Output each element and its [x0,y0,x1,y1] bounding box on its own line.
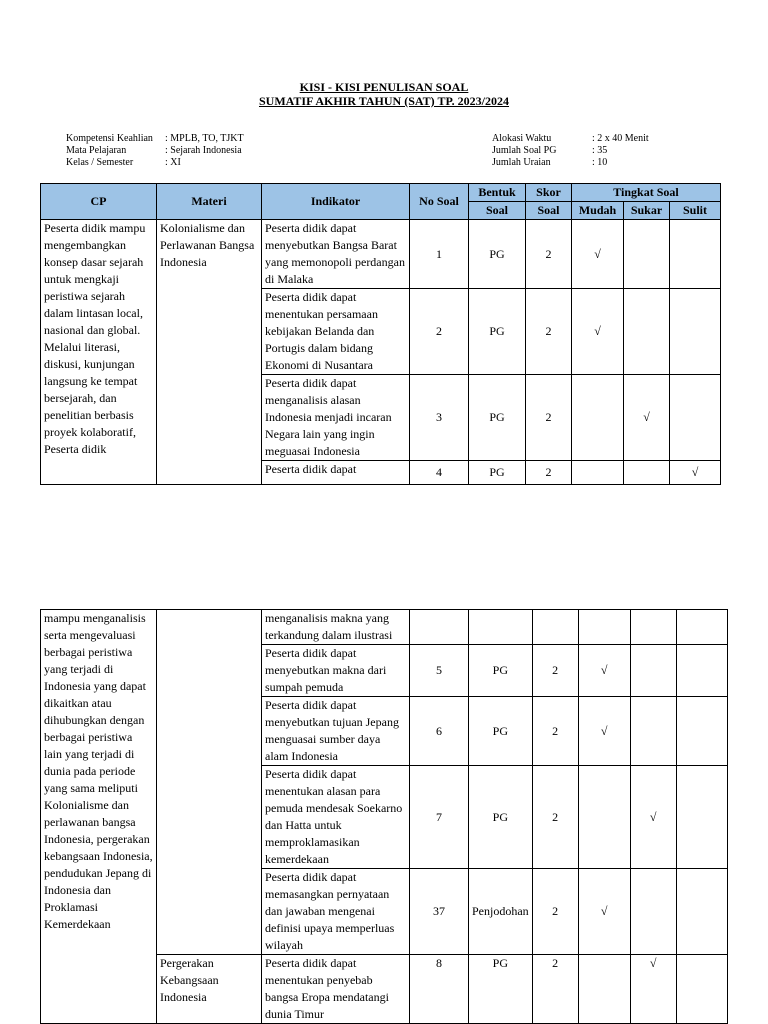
indikator-cell: Peserta didik dapat menganalisis alasan Indonesia menjadi incaran Negara lain yang ingin meguasai Indonesia [262,375,410,461]
document-subtitle: SUMATIF AKHIR TAHUN (SAT) TP. 2023/2024 [258,94,510,108]
skor-cell: 2 [532,766,578,869]
indikator-cell: menganalisis makna yang terkandung dalam ilustrasi [262,610,410,645]
no-soal-cell: 6 [410,697,469,766]
meta-row-mapel [66,145,244,157]
no-soal-cell: 37 [410,869,469,955]
sukar-cell [624,220,670,289]
mudah-check: √ [578,697,630,766]
header-bentuk: Bentuk [469,184,526,202]
meta-label: Jumlah Uraian [492,157,551,168]
cp-cell: Peserta didik mampu mengembangkan konsep dasar sejarah untuk mengkaji peristiwa sejarah dalam lintasan local, nasional dan global. Melalui literasi, diskusi, kunjungan langsung ke tempat bersejarah, dan penelitian berbasis proyek kolaboratif, Peserta didik [41,220,157,485]
sukar-cell [630,697,676,766]
meta-row-kompetensi [66,133,244,145]
header-skor-soal: Soal [526,202,572,220]
table-row [41,220,721,289]
bentuk-soal-cell: PG [469,697,533,766]
skor-cell: 2 [526,220,572,289]
indikator-cell: Peserta didik dapat memasangkan pernyataan dan jawaban mengenai definisi upaya memperluas wilayah [262,869,410,955]
sukar-cell [624,461,670,485]
skor-cell [532,610,578,645]
sukar-cell [624,289,670,375]
skor-cell: 2 [532,645,578,697]
materi-cell: Kolonialisme dan Perlawanan Bangsa Indonesia [157,220,262,485]
bentuk-soal-cell: PG [469,461,526,485]
no-soal-cell: 4 [410,461,469,485]
mudah-cell [572,461,624,485]
no-soal-cell: 3 [410,375,469,461]
skor-cell: 2 [532,955,578,1024]
sukar-check: √ [630,955,676,1024]
no-soal-cell: 8 [410,955,469,1024]
mudah-cell [578,955,630,1024]
cp-cell: mampu menganalisis serta mengevaluasi berbagai peristiwa yang terjadi di Indonesia yang dapat dikaitkan atau dihubungkan dengan berbagai peristiwa lain yang terjadi di dunia pada periode yang sama meliputi Kolonialisme dan perlawanan bangsa Indonesia, pergerakan kebangsaan Indonesia, pendudukan Jepang di Indonesia dan Proklamasi Kemerdekaan [41,610,157,1024]
table-row [41,610,728,645]
materi-cell: Pergerakan Kebangsaan Indonesia [157,955,262,1024]
skor-cell: 2 [526,375,572,461]
meta-label: Jumlah Soal PG [492,145,557,156]
bentuk-soal-cell: PG [469,375,526,461]
header-mudah: Mudah [572,202,624,220]
indikator-cell: Peserta didik dapat menentukan penyebab bangsa Eropa mendatangi dunia Timur [262,955,410,1024]
meta-value: : 10 [592,157,608,168]
sulit-cell [670,375,721,461]
header-no-soal: No Soal [410,184,469,220]
indikator-cell: Peserta didik dapat menyebutkan makna dari sumpah pemuda [262,645,410,697]
sulit-cell [676,697,727,766]
bentuk-soal-cell: PG [469,955,533,1024]
sulit-cell [676,766,727,869]
header-sulit: Sulit [670,202,721,220]
no-soal-cell: 5 [410,645,469,697]
mudah-cell [578,766,630,869]
no-soal-cell [410,610,469,645]
meta-value: : 2 x 40 Menit [592,133,649,144]
header-materi: Materi [157,184,262,220]
sulit-cell [676,955,727,1024]
header-sukar: Sukar [624,202,670,220]
header-tingkat-soal: Tingkat Soal [572,184,721,202]
sukar-cell [630,610,676,645]
meta-row-kelas [66,157,244,169]
sukar-cell [630,645,676,697]
kisi-table-page2 [40,609,728,1024]
sulit-cell [676,610,727,645]
sulit-cell [676,645,727,697]
bentuk-soal-cell: Penjodohan [469,869,533,955]
materi-cell [157,610,262,955]
mudah-cell [578,610,630,645]
bentuk-soal-cell: PG [469,289,526,375]
skor-cell: 2 [526,461,572,485]
mudah-check: √ [572,220,624,289]
no-soal-cell: 7 [410,766,469,869]
mudah-check: √ [578,869,630,955]
meta-left [66,133,244,169]
bentuk-soal-cell [469,610,533,645]
kisi-table-page1 [40,183,721,485]
sulit-cell [670,220,721,289]
sulit-cell [676,869,727,955]
meta-label: Kompetensi Keahlian [66,133,153,144]
mudah-cell [572,375,624,461]
meta-right [492,133,649,169]
header-bentuk-soal: Soal [469,202,526,220]
bentuk-soal-cell: PG [469,766,533,869]
sukar-check: √ [630,766,676,869]
header-cp: CP [41,184,157,220]
meta-row-alokasi [492,133,649,145]
skor-cell: 2 [526,289,572,375]
no-soal-cell: 2 [410,289,469,375]
indikator-cell: Peserta didik dapat menentukan alasan para pemuda mendesak Soekarno dan Hatta untuk memproklamasikan kemerdekaan [262,766,410,869]
meta-value: : XI [165,157,181,168]
meta-label: Alokasi Waktu [492,133,552,144]
indikator-cell: Peserta didik dapat menentukan persamaan kebijakan Belanda dan Portugis dalam bidang Ekonomi di Nusantara [262,289,410,375]
meta-value: : 35 [592,145,608,156]
no-soal-cell: 1 [410,220,469,289]
skor-cell: 2 [532,869,578,955]
meta-value: : MPLB, TO, TJKT [165,133,244,144]
header-indikator: Indikator [262,184,410,220]
mudah-check: √ [572,289,624,375]
meta-row-jumlah-uraian [492,157,649,169]
bentuk-soal-cell: PG [469,645,533,697]
mudah-check: √ [578,645,630,697]
meta-label: Kelas / Semester [66,157,134,168]
meta-label: Mata Pelajaran [66,145,127,156]
sukar-check: √ [624,375,670,461]
sulit-cell [670,289,721,375]
sulit-check: √ [670,461,721,485]
meta-value: : Sejarah Indonesia [165,145,242,156]
indikator-cell: Peserta didik dapat [262,461,410,485]
document-title: KISI - KISI PENULISAN SOAL [299,80,469,94]
header-skor: Skor [526,184,572,202]
bentuk-soal-cell: PG [469,220,526,289]
indikator-cell: Peserta didik dapat menyebutkan Bangsa Barat yang memonopoli perdangan di Malaka [262,220,410,289]
skor-cell: 2 [532,697,578,766]
indikator-cell: Peserta didik dapat menyebutkan tujuan Jepang menguasai sumber daya alam Indonesia [262,697,410,766]
sukar-cell [630,869,676,955]
meta-row-jumlah-pg [492,145,649,157]
